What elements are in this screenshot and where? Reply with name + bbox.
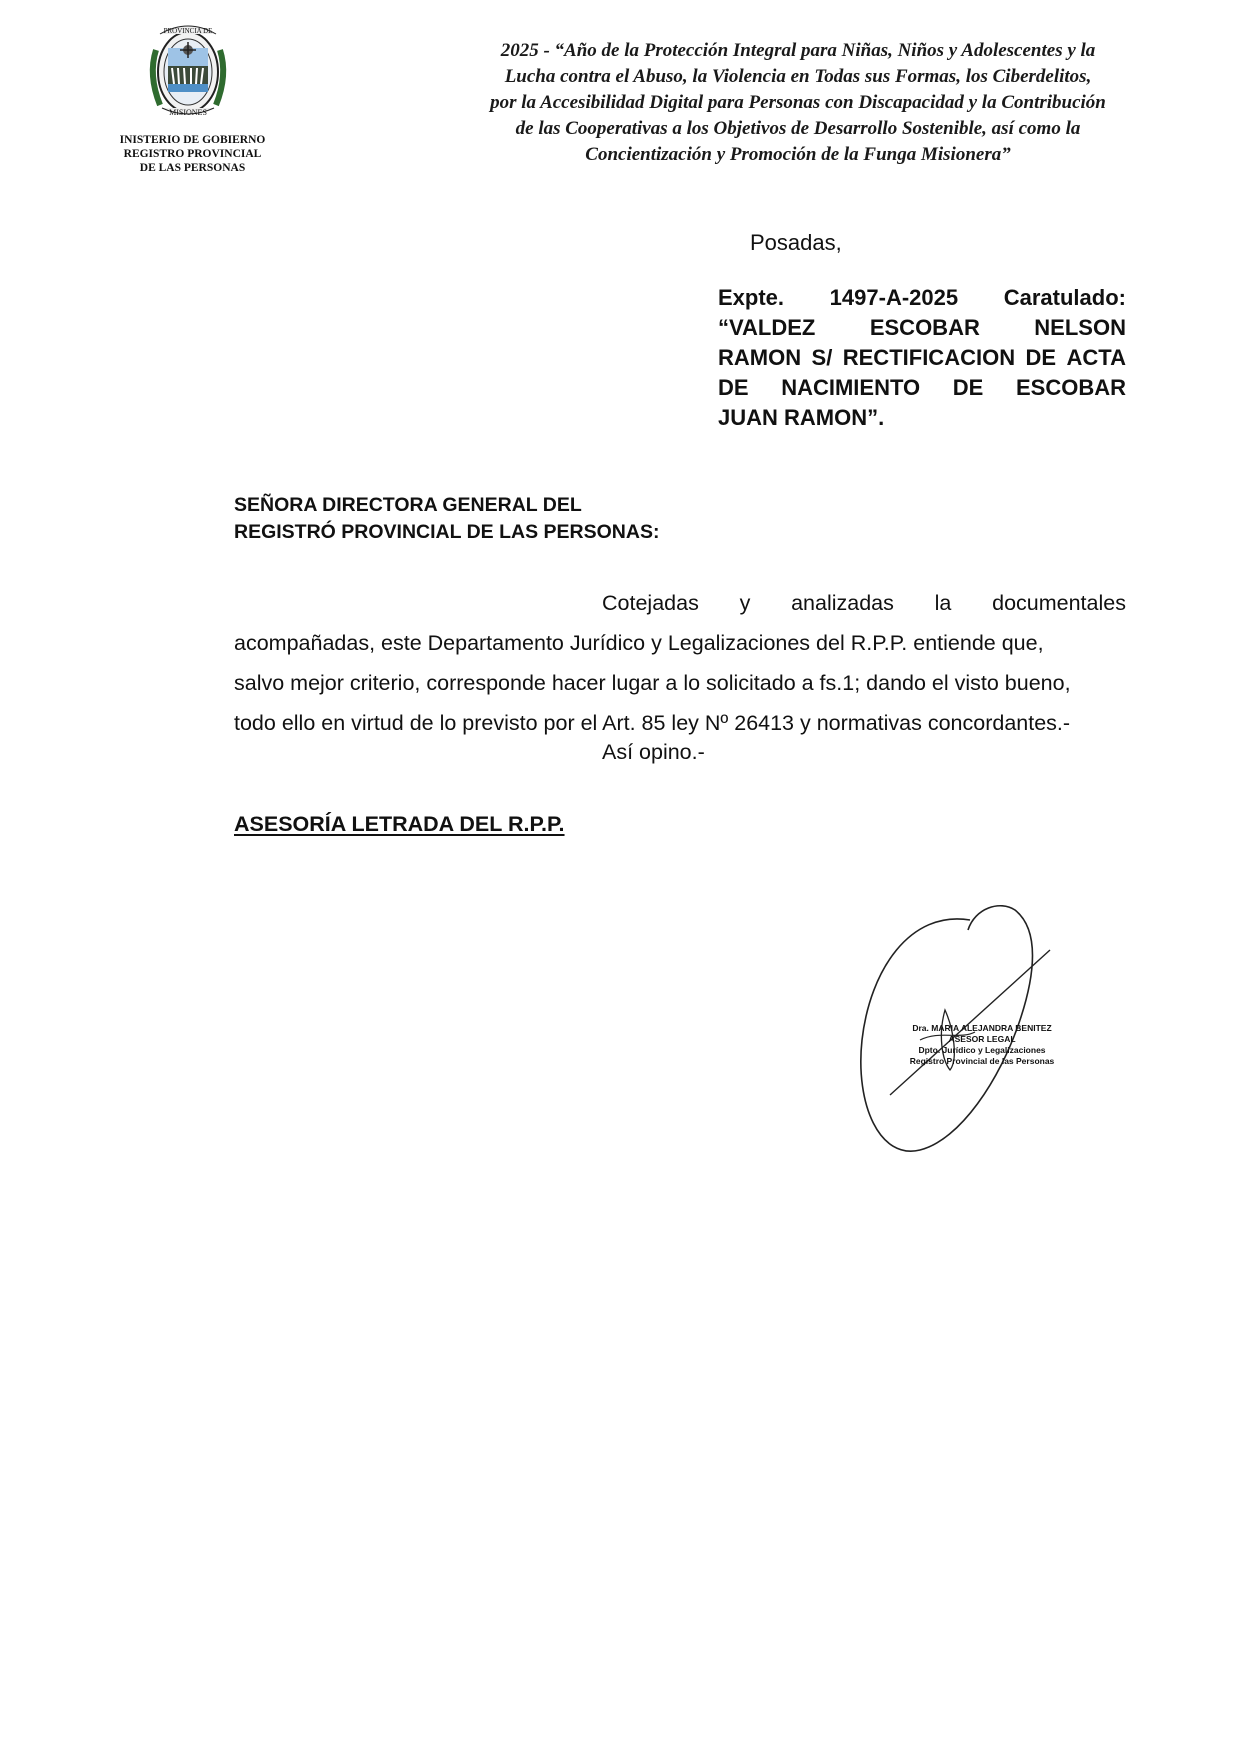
emblem-text-top: PROVINCIA DE: [163, 27, 213, 35]
expediente-word: RAMON: [718, 345, 802, 370]
expediente-word: ESCOBAR: [869, 315, 980, 340]
expediente-line: [718, 283, 1126, 313]
ministry-line: INISTERIO DE GOBIERNO: [119, 134, 266, 146]
stamp-line: Registro Provincial de las Personas: [909, 1056, 1055, 1066]
body-word: Cotejadas: [602, 591, 699, 615]
expediente-line: [718, 343, 1126, 373]
office-title: ASESORÍA LETRADA DEL R.P.P.: [234, 812, 565, 836]
stamp-line: Dra. MARIA ALEJANDRA BENITEZ: [912, 1023, 1052, 1033]
body-word: documentales: [992, 591, 1126, 615]
motto-line: Lucha contra el Abuso, la Violencia en Todas sus Formas, los Ciberdelitos,: [504, 66, 1092, 87]
signature-stamp: [902, 1023, 1062, 1067]
body-line: [234, 583, 1126, 623]
place-date: Posadas,: [750, 230, 842, 255]
emblem-text-bottom: MISIONES: [169, 108, 207, 117]
expediente-word: DE: [718, 375, 749, 400]
expediente-word: Expte.: [718, 285, 785, 310]
expediente-line: [718, 373, 1126, 403]
opinion-body: [234, 583, 1126, 743]
coat-of-arms-icon: [138, 20, 238, 120]
closing-phrase: Así opino.-: [602, 740, 705, 764]
ministry-line: REGISTRO PROVINCIAL: [123, 148, 262, 160]
body-line: acompañadas, este Departamento Jurídico y Legalizaciones del R.P.P. entiende que,: [234, 631, 1044, 655]
body-word: analizadas: [791, 591, 894, 615]
expediente-word: DE: [1025, 345, 1057, 370]
expediente-word: DE: [952, 375, 984, 400]
expediente-word: NACIMIENTO: [781, 375, 921, 400]
expediente-line: [718, 313, 1126, 343]
expediente-word: RECTIFICACION: [842, 345, 1016, 370]
expediente-number: 1497-A-2025: [829, 285, 959, 310]
stamp-line: ASESOR LEGAL: [948, 1034, 1016, 1044]
motto-line: de las Cooperativas a los Objetivos de Desarrollo Sostenible, así como la: [515, 118, 1081, 139]
expediente-line: [718, 403, 1126, 433]
body-word: la: [934, 591, 952, 615]
ministry-line: DE LAS PERSONAS: [139, 162, 246, 174]
motto-line: 2025 - “Año de la Protección Integral para Niñas, Niños y Adolescentes y la: [500, 40, 1096, 61]
expediente-word: ACTA: [1066, 345, 1126, 370]
ministry-label: [100, 133, 285, 175]
expediente-word: Caratulado:: [1003, 285, 1126, 310]
addressee-line: REGISTRÓ PROVINCIAL DE LAS PERSONAS:: [234, 521, 660, 543]
year-motto: [448, 38, 1148, 168]
motto-line: por la Accesibilidad Digital para Personas con Discapacidad y la Contribución: [490, 92, 1106, 113]
addressee-line: SEÑORA DIRECTORA GENERAL DEL: [234, 494, 582, 516]
addressee: [234, 492, 659, 546]
expediente-word: NELSON: [1034, 315, 1126, 340]
stamp-line: Dpto. Jurídico y Legalizaciones: [918, 1045, 1046, 1055]
expediente-word: S/: [811, 345, 833, 370]
expediente-word: JUAN RAMON”.: [718, 405, 885, 430]
expediente-word: ESCOBAR: [1015, 375, 1126, 400]
body-word: y: [739, 591, 751, 615]
body-line: salvo mejor criterio, corresponde hacer lugar a lo solicitado a fs.1; dando el visto bueno,: [234, 671, 1071, 695]
expediente-word: “VALDEZ: [718, 315, 816, 340]
motto-line: Concientización y Promoción de la Funga Misionera”: [585, 144, 1011, 165]
expediente-reference: [718, 283, 1126, 433]
body-line: todo ello en virtud de lo previsto por el Art. 85 ley Nº 26413 y normativas concordantes.-: [234, 711, 1071, 735]
